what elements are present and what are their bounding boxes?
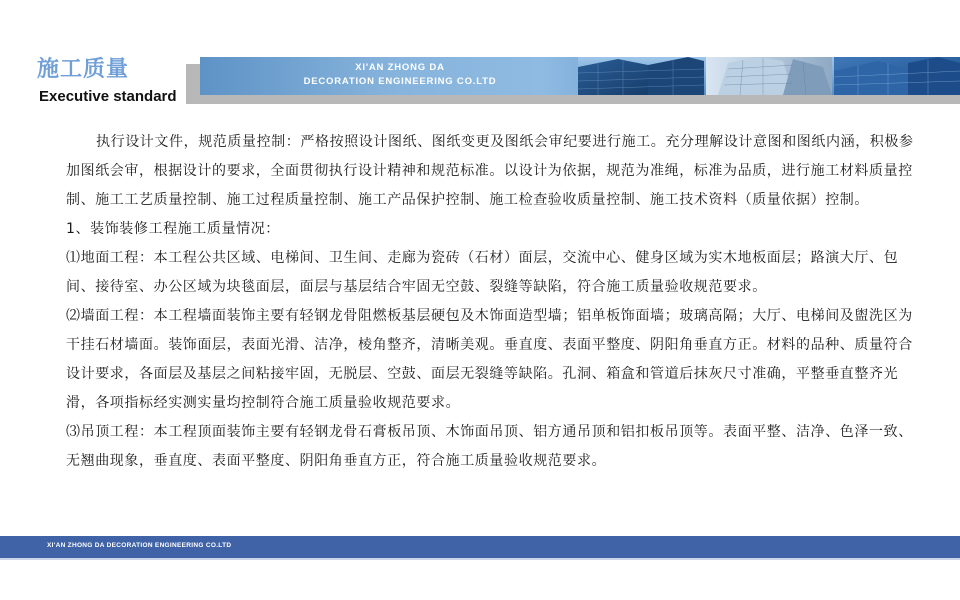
paragraph-floor: ⑴地面工程：本工程公共区域、电梯间、卫生间、走廊为瓷砖（石材）面层，交流中心、健身区域为实木地板面层；路演大厅、包间、接待室、办公区域为块毯面层，面层与基层结合牢固无空鼓、裂缝等缺陷，符合施工质量验收规范要求。 bbox=[66, 250, 899, 295]
page-subtitle: Executive standard bbox=[39, 88, 177, 105]
city-buildings-image bbox=[578, 57, 960, 95]
paragraph-ceiling: ⑶吊顶工程：本工程顶面装饰主要有轻钢龙骨石膏板吊顶、木饰面吊顶、铝方通吊顶和铝扣板吊顶等。表面平整、洁净、色泽一致、无翘曲现象，垂直度、表面平整度、阴阳角垂直方正，符合施工质量验收规范要求。 bbox=[66, 424, 913, 469]
paragraph-intro: 执行设计文件，规范质量控制：严格按照设计图纸、图纸变更及图纸会审纪要进行施工。充分理解设计意图和图纸内涵，积极参加图纸会审，根据设计的要求，全面贯彻执行设计精神和规范标准。以设计为依据，规范为准绳，标准为品质，进行施工材料质量控制、施工工艺质量控制、施工过程质量控制、施工产品保护控制、施工检查验收质量控制、施工技术资料（质量依据）控制。 bbox=[66, 134, 914, 208]
paragraph-wall: ⑵墙面工程：本工程墙面装饰主要有轻钢龙骨阻燃板基层硬包及木饰面造型墙；铝单板饰面墙；玻璃高隔；大厅、电梯间及盥洗区为干挂石材墙面。装饰面层，表面光滑、洁净，棱角整齐，清晰美观。垂直度、表面平整度、阴阳角垂直方正。材料的品种、质量符合设计要求，各面层及基层之间粘接牢固，无脱层、空鼓、面层无裂缝等缺陷。孔洞、箱盒和管道后抹灰尺寸准确，平整垂直整齐光滑，各项指标经实测实量均控制符合施工质量验收规范要求。 bbox=[66, 308, 913, 411]
banner-company-line1: XI'AN ZHONG DA bbox=[355, 62, 445, 73]
banner-company-name bbox=[230, 61, 570, 89]
banner-company-line2: DECORATION ENGINEERING CO.LTD bbox=[303, 76, 497, 87]
footer-company-name: XI'AN ZHONG DA DECORATION ENGINEERING CO.LTD bbox=[47, 542, 232, 549]
header-banner bbox=[200, 57, 960, 95]
body-content bbox=[66, 128, 914, 476]
section-heading: 1、装饰装修工程施工质量情况： bbox=[66, 221, 280, 237]
page-title: 施工质量 bbox=[37, 57, 130, 82]
footer-divider bbox=[0, 558, 960, 560]
